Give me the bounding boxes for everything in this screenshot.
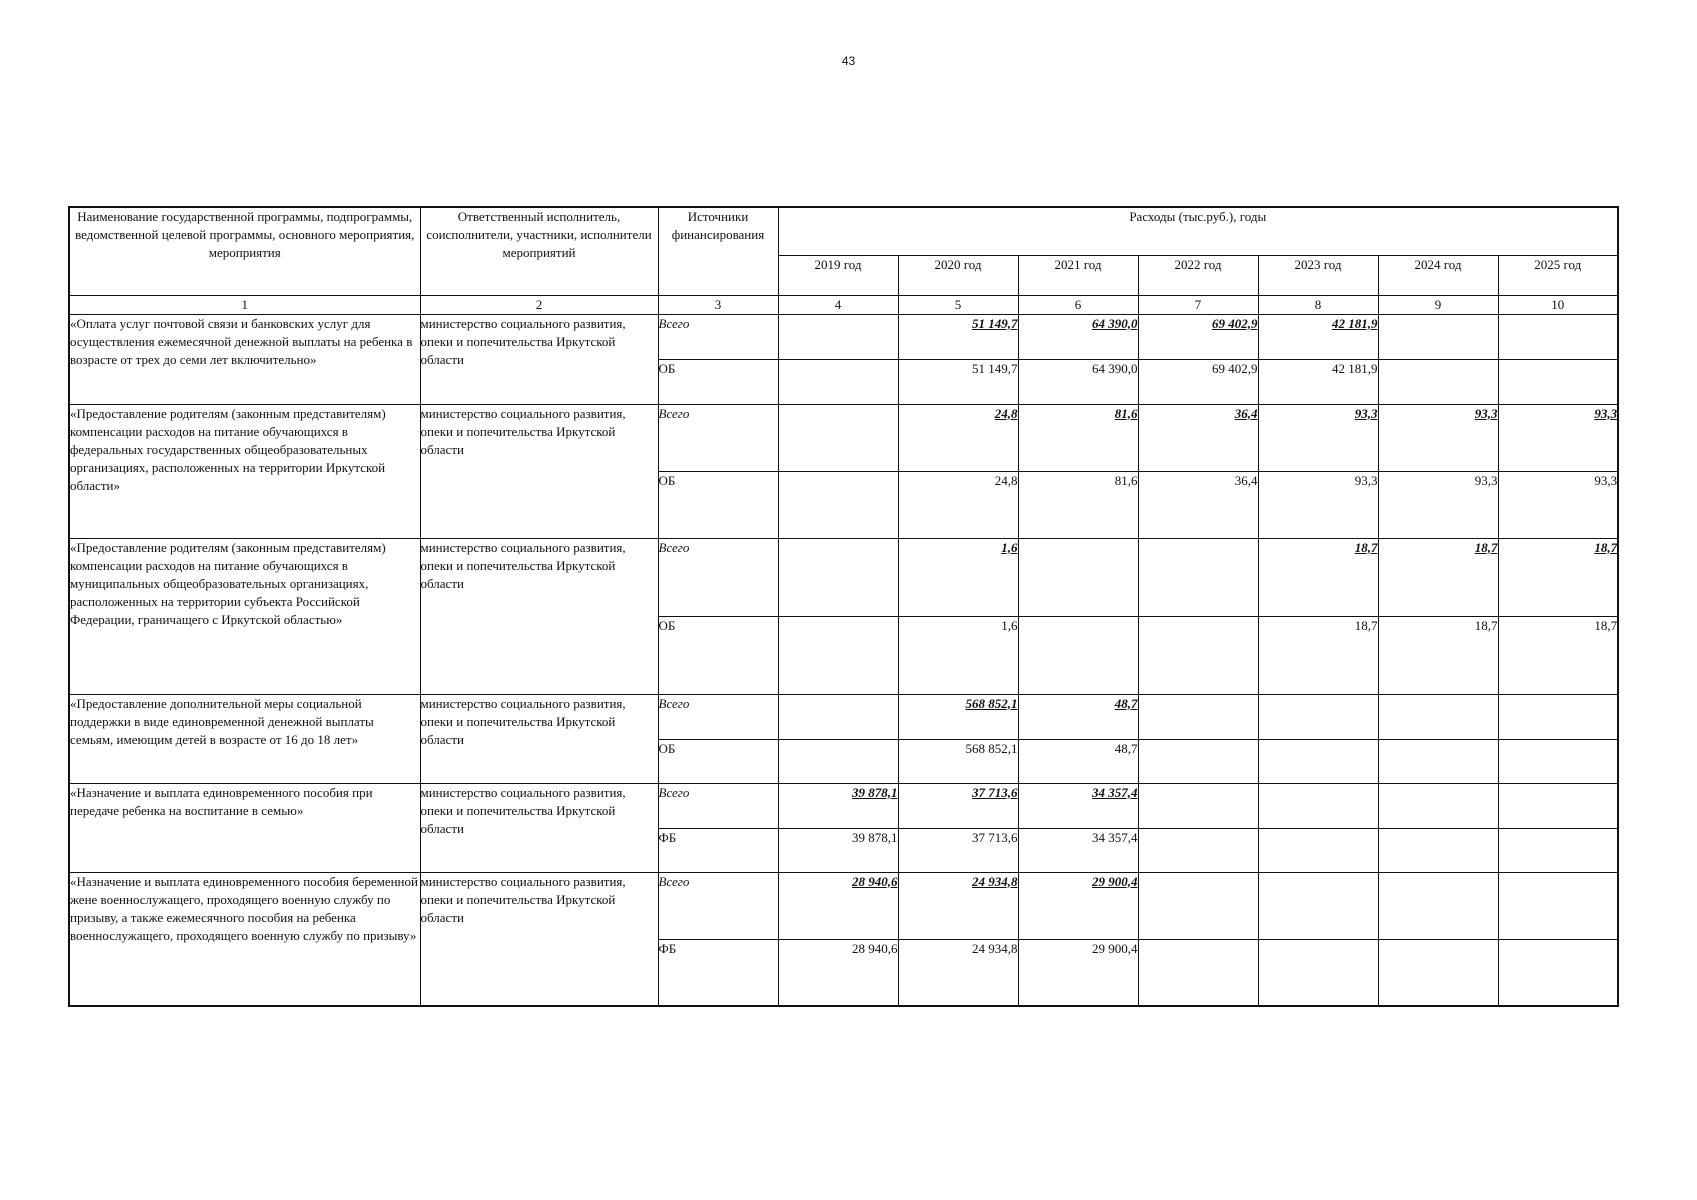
- header-year: 2025 год: [1498, 255, 1618, 295]
- source-label: ФБ: [658, 939, 778, 1006]
- executor: министерство социального развития, опеки и попечительства Иркутской области: [420, 783, 658, 872]
- total-value: [1258, 783, 1378, 828]
- total-value: [778, 404, 898, 471]
- header-year: 2020 год: [898, 255, 1018, 295]
- total-value: [1378, 314, 1498, 359]
- header-year: 2023 год: [1258, 255, 1378, 295]
- source-value: 37 713,6: [898, 828, 1018, 872]
- total-value: 24 934,8: [898, 872, 1018, 939]
- source-value: [1378, 939, 1498, 1006]
- source-value: 51 149,7: [898, 359, 1018, 404]
- table-row: [69, 872, 1618, 939]
- total-value: 18,7: [1498, 538, 1618, 616]
- source-value: 81,6: [1018, 471, 1138, 538]
- total-value: 81,6: [1018, 404, 1138, 471]
- total-value: 28 940,6: [778, 872, 898, 939]
- total-value: 93,3: [1378, 404, 1498, 471]
- source-value: [1378, 828, 1498, 872]
- total-value: 69 402,9: [1138, 314, 1258, 359]
- source-value: [1138, 828, 1258, 872]
- source-value: 1,6: [898, 616, 1018, 694]
- source-value: 93,3: [1498, 471, 1618, 538]
- column-number: 6: [1018, 295, 1138, 314]
- source-value: 29 900,4: [1018, 939, 1138, 1006]
- column-number: 5: [898, 295, 1018, 314]
- source-total-label: Всего: [658, 872, 778, 939]
- total-value: [1378, 694, 1498, 739]
- executor: министерство социального развития, опеки и попечительства Иркутской области: [420, 538, 658, 694]
- source-total-label: Всего: [658, 404, 778, 471]
- source-value: 93,3: [1378, 471, 1498, 538]
- header-year: 2024 год: [1378, 255, 1498, 295]
- program-name: «Назначение и выплата единовременного пособия беременной жене военнослужащего, проходящего военную службу по призыву, а также ежемесячного пособия на ребенка военнослужащего, проходящего военную службу по призыву»: [69, 872, 420, 1006]
- source-value: [1138, 616, 1258, 694]
- executor: министерство социального развития, опеки и попечительства Иркутской области: [420, 694, 658, 783]
- column-number: 9: [1378, 295, 1498, 314]
- table-row: [69, 783, 1618, 828]
- column-number: 10: [1498, 295, 1618, 314]
- total-value: 51 149,7: [898, 314, 1018, 359]
- source-value: 93,3: [1258, 471, 1378, 538]
- source-total-label: Всего: [658, 694, 778, 739]
- header-executor: Ответственный исполнитель, соисполнители, участники, исполнители мероприятий: [420, 207, 658, 295]
- source-value: 24 934,8: [898, 939, 1018, 1006]
- program-name: «Предоставление дополнительной меры социальной поддержки в виде единовременной денежной выплаты семьям, имеющим детей в возрасте от 16 до 18 лет»: [69, 694, 420, 783]
- total-value: [1258, 872, 1378, 939]
- source-total-label: Всего: [658, 538, 778, 616]
- total-value: [778, 538, 898, 616]
- total-value: 48,7: [1018, 694, 1138, 739]
- column-number: 3: [658, 295, 778, 314]
- source-value: 48,7: [1018, 739, 1138, 783]
- total-value: 24,8: [898, 404, 1018, 471]
- source-value: 568 852,1: [898, 739, 1018, 783]
- header-year: 2021 год: [1018, 255, 1138, 295]
- total-value: 18,7: [1378, 538, 1498, 616]
- source-value: [778, 739, 898, 783]
- source-value: 36,4: [1138, 471, 1258, 538]
- source-label: ОБ: [658, 739, 778, 783]
- total-value: 18,7: [1258, 538, 1378, 616]
- page-number: 43: [841, 54, 856, 68]
- total-value: 36,4: [1138, 404, 1258, 471]
- program-name: «Оплата услуг почтовой связи и банковских услуг для осуществления ежемесячной денежной выплаты на ребенка в возрасте от трех до семи лет включительно»: [69, 314, 420, 404]
- source-value: [1138, 739, 1258, 783]
- source-value: [1258, 739, 1378, 783]
- source-value: 18,7: [1378, 616, 1498, 694]
- source-value: 69 402,9: [1138, 359, 1258, 404]
- executor: министерство социального развития, опеки и попечительства Иркутской области: [420, 404, 658, 538]
- source-value: [1258, 939, 1378, 1006]
- total-value: [1498, 783, 1618, 828]
- total-value: [1378, 783, 1498, 828]
- source-value: [1498, 739, 1618, 783]
- source-value: [778, 471, 898, 538]
- source-total-label: Всего: [658, 783, 778, 828]
- executor: министерство социального развития, опеки и попечительства Иркутской области: [420, 872, 658, 1006]
- total-value: [1258, 694, 1378, 739]
- source-value: [1498, 828, 1618, 872]
- column-number: 8: [1258, 295, 1378, 314]
- source-value: 24,8: [898, 471, 1018, 538]
- source-value: [1138, 939, 1258, 1006]
- source-value: 34 357,4: [1018, 828, 1138, 872]
- program-name: «Назначение и выплата единовременного пособия при передаче ребенка на воспитание в семью»: [69, 783, 420, 872]
- source-value: 18,7: [1258, 616, 1378, 694]
- total-value: 34 357,4: [1018, 783, 1138, 828]
- table-row: [69, 694, 1618, 739]
- header-expenses: Расходы (тыс.руб.), годы: [778, 207, 1618, 255]
- source-total-label: Всего: [658, 314, 778, 359]
- source-label: ФБ: [658, 828, 778, 872]
- source-label: ОБ: [658, 359, 778, 404]
- column-number: 2: [420, 295, 658, 314]
- column-number: 4: [778, 295, 898, 314]
- source-value: [1378, 739, 1498, 783]
- source-value: [778, 616, 898, 694]
- total-value: 93,3: [1258, 404, 1378, 471]
- executor: министерство социального развития, опеки и попечительства Иркутской области: [420, 314, 658, 404]
- total-value: [1018, 538, 1138, 616]
- column-number: 1: [69, 295, 420, 314]
- total-value: 64 390,0: [1018, 314, 1138, 359]
- total-value: [1498, 872, 1618, 939]
- source-value: [1018, 616, 1138, 694]
- source-value: 39 878,1: [778, 828, 898, 872]
- source-label: ОБ: [658, 471, 778, 538]
- source-value: 18,7: [1498, 616, 1618, 694]
- total-value: [778, 694, 898, 739]
- header-year: 2019 год: [778, 255, 898, 295]
- source-value: [1378, 359, 1498, 404]
- source-value: [1498, 359, 1618, 404]
- budget-table: [68, 206, 1619, 1007]
- total-value: [1138, 872, 1258, 939]
- total-value: [778, 314, 898, 359]
- total-value: 37 713,6: [898, 783, 1018, 828]
- source-value: [778, 359, 898, 404]
- total-value: 1,6: [898, 538, 1018, 616]
- total-value: 42 181,9: [1258, 314, 1378, 359]
- total-value: [1138, 538, 1258, 616]
- source-value: [1258, 828, 1378, 872]
- total-value: 93,3: [1498, 404, 1618, 471]
- source-value: 64 390,0: [1018, 359, 1138, 404]
- total-value: [1498, 314, 1618, 359]
- header-year: 2022 год: [1138, 255, 1258, 295]
- table-row: [69, 538, 1618, 616]
- total-value: 39 878,1: [778, 783, 898, 828]
- program-name: «Предоставление родителям (законным представителям) компенсации расходов на питание обучающихся в муниципальных общеобразовательных организациях, расположенных на территории субъекта Российской Федерации, граничащего с Иркутской областью»: [69, 538, 420, 694]
- source-value: 28 940,6: [778, 939, 898, 1006]
- total-value: 568 852,1: [898, 694, 1018, 739]
- total-value: 29 900,4: [1018, 872, 1138, 939]
- source-label: ОБ: [658, 616, 778, 694]
- total-value: [1498, 694, 1618, 739]
- header-name: Наименование государственной программы, подпрограммы, ведомственной целевой программы, основного мероприятия, мероприятия: [69, 207, 420, 295]
- total-value: [1138, 783, 1258, 828]
- table-row: [69, 404, 1618, 471]
- column-number: 7: [1138, 295, 1258, 314]
- table-row: [69, 314, 1618, 359]
- header-source: Источники финансирования: [658, 207, 778, 295]
- total-value: [1378, 872, 1498, 939]
- source-value: [1498, 939, 1618, 1006]
- source-value: 42 181,9: [1258, 359, 1378, 404]
- total-value: [1138, 694, 1258, 739]
- program-name: «Предоставление родителям (законным представителям) компенсации расходов на питание обучающихся в федеральных государственных общеобразовательных организациях, расположенных на территории Иркутской области»: [69, 404, 420, 538]
